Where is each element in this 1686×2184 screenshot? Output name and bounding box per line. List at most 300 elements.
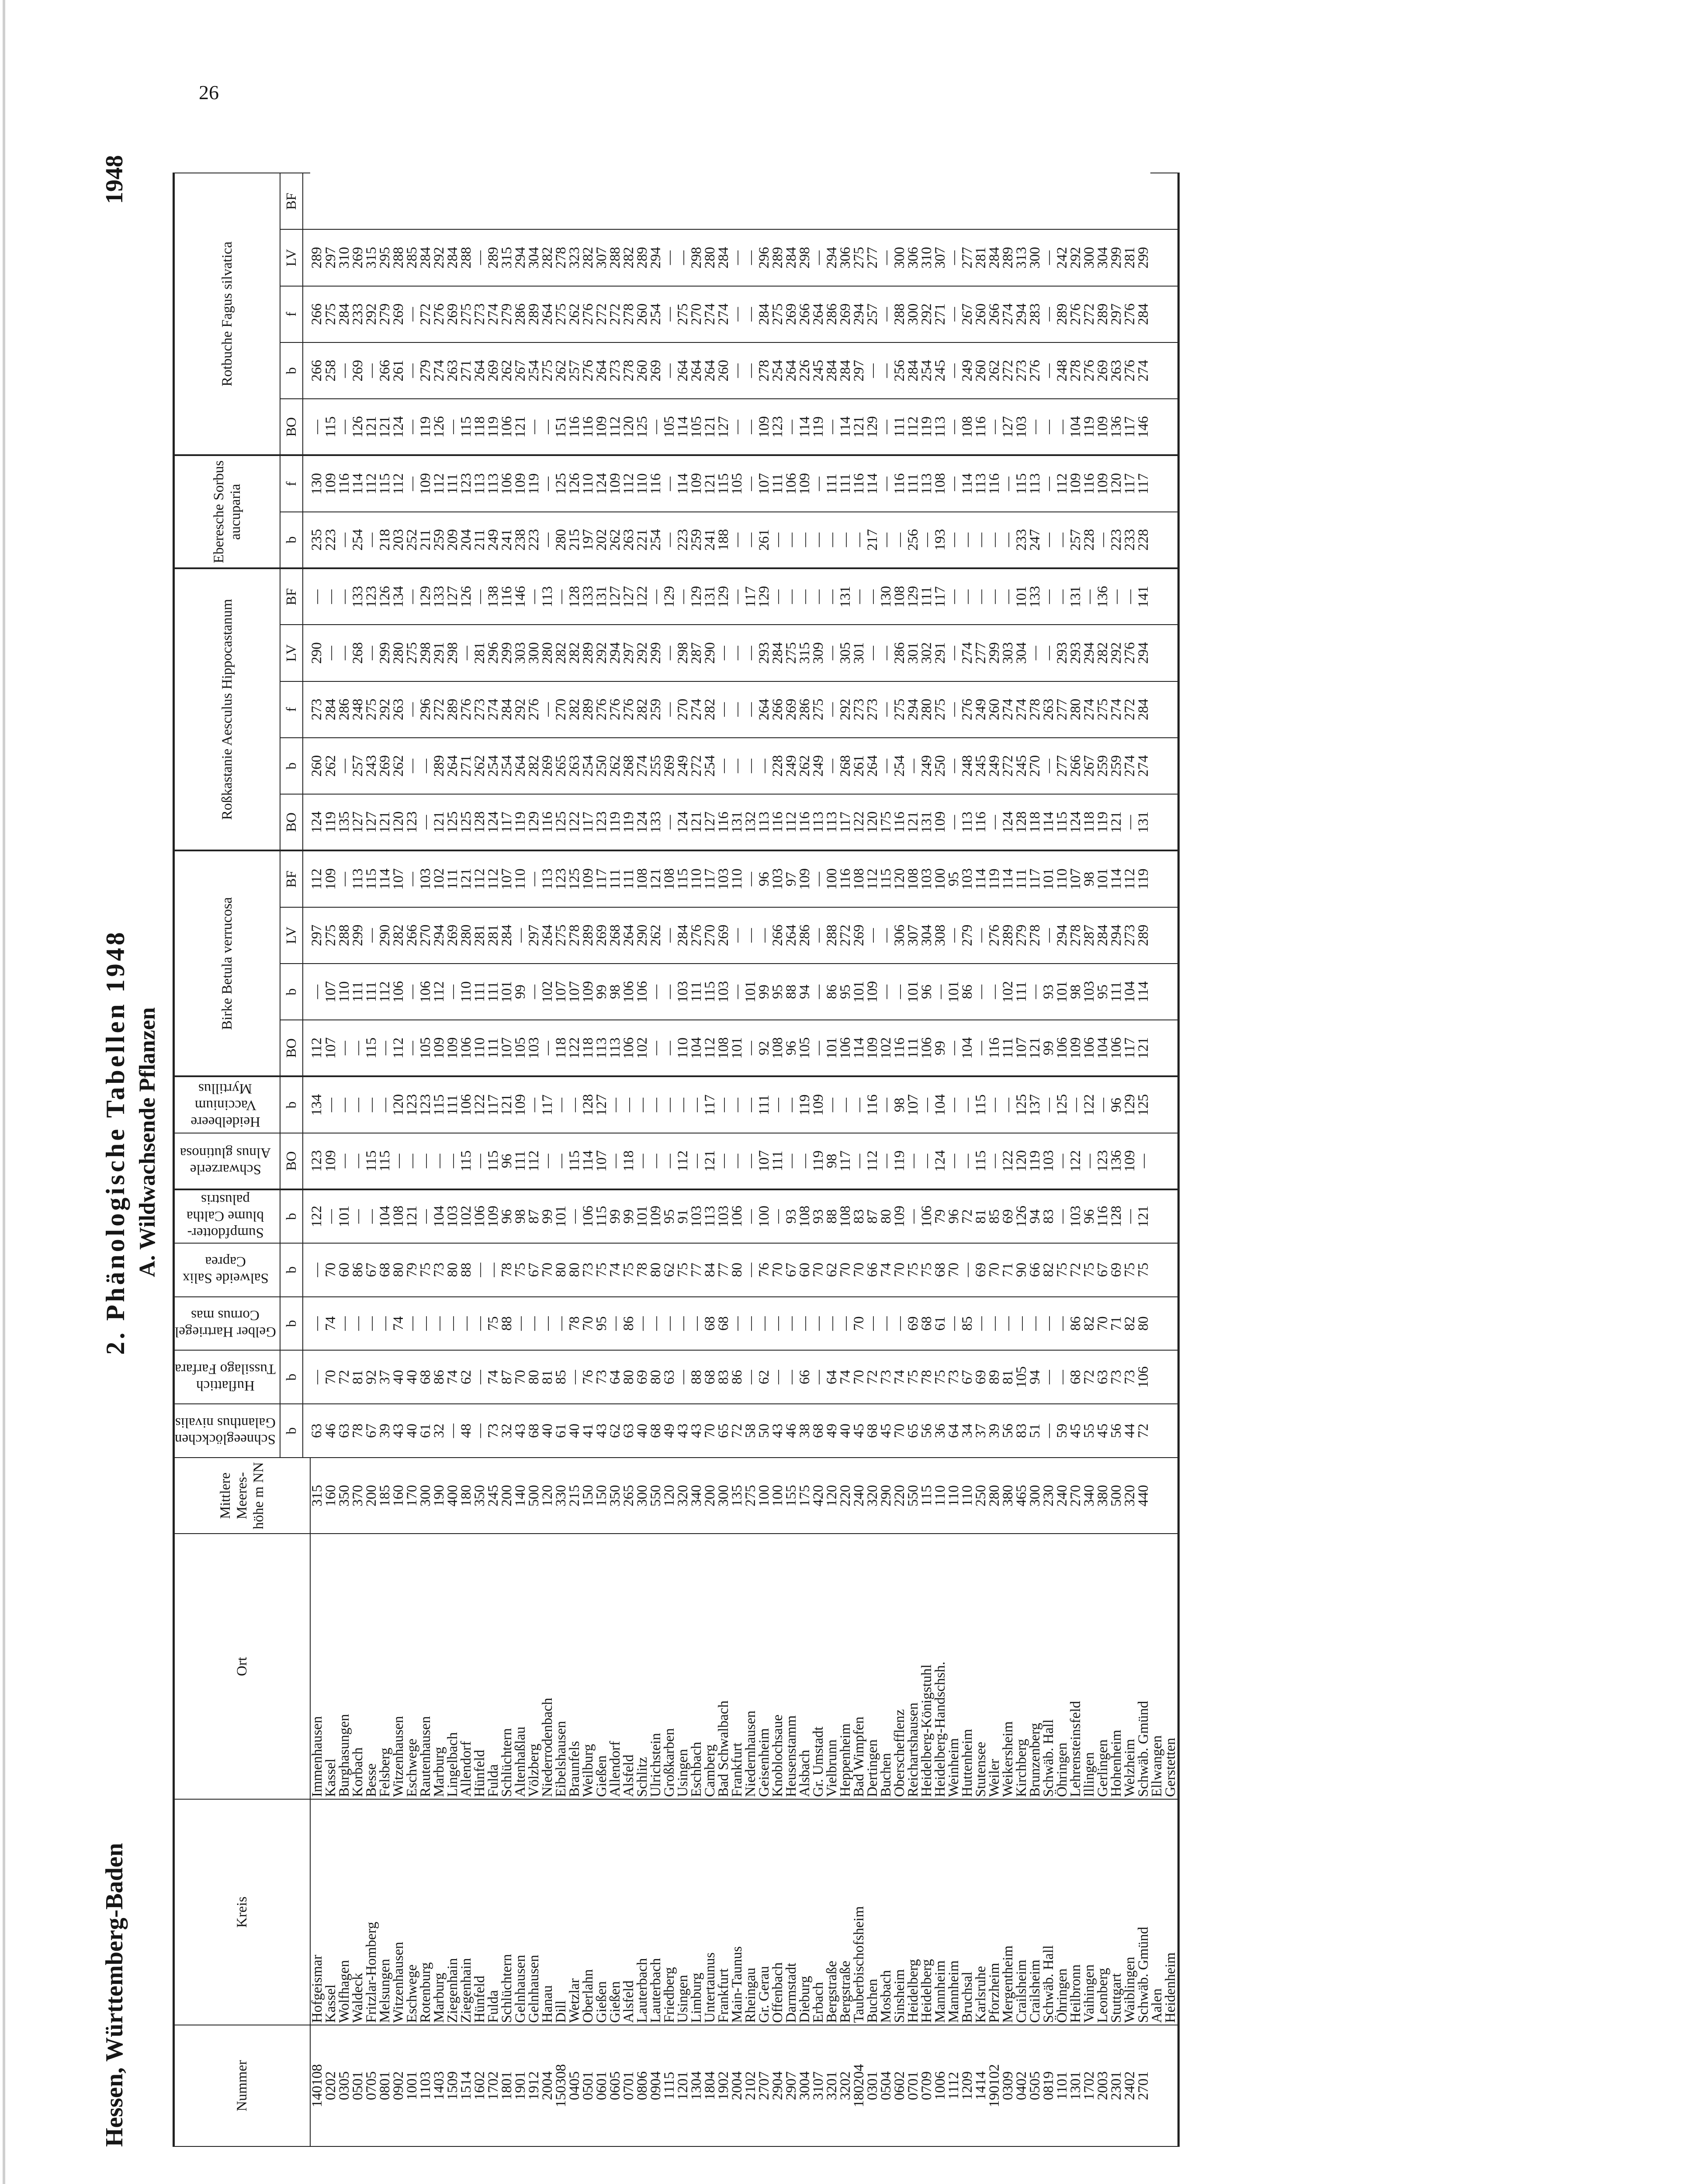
cell-value: — — [446, 1404, 460, 1458]
cell-value: 37 — [974, 1404, 988, 1458]
cell-ort: Illingen — [1083, 1534, 1096, 1799]
cell-hoehe: 160 — [392, 1458, 405, 1534]
cell-value: 51 — [1028, 1404, 1042, 1458]
cell-value: 257 — [866, 286, 879, 342]
cell-value: 264 — [473, 342, 487, 399]
cell-value: 40 — [405, 1404, 419, 1458]
cell-value: 259 — [1110, 738, 1123, 794]
cell-value: — — [988, 1076, 1001, 1133]
cell-value: 116 — [839, 850, 852, 907]
cell-value: — — [541, 1297, 554, 1351]
cell-value: 262 — [392, 738, 405, 794]
cell-value: 123 — [365, 568, 378, 625]
cell-value: 136 — [1110, 399, 1123, 455]
cell-value: — — [920, 512, 934, 568]
cell-value: 121 — [1028, 1020, 1042, 1076]
cell-value: 114 — [582, 1133, 595, 1189]
cell-nummer: 1912 — [527, 2025, 541, 2146]
col-heidelbeere: Heidelbeere Vaccinium Myrtillus — [174, 1076, 280, 1133]
cell-value: 256 — [893, 342, 907, 399]
cell-value: 273 — [852, 681, 866, 738]
cell-value: 84 — [703, 1243, 717, 1297]
cell-ort: Buchen — [879, 1534, 893, 1799]
cell-kreis: Gießen — [595, 1799, 609, 2025]
cell-value: 286 — [893, 625, 907, 681]
cell-value: — — [839, 1297, 852, 1351]
cell-hoehe: 370 — [351, 1458, 365, 1534]
cell-value: 228 — [771, 738, 785, 794]
cell-value: 256 — [907, 512, 920, 568]
cell-value: 120 — [392, 1076, 405, 1133]
cell-value: — — [771, 568, 785, 625]
cell-value: 269 — [351, 342, 365, 399]
table-row — [893, 173, 907, 2146]
cell-value: 103 — [961, 850, 974, 907]
cell-kreis: Tauberbischofsheim — [852, 1799, 866, 2025]
cell-value: 276 — [460, 681, 473, 738]
cell-nummer: 1112 — [947, 2025, 961, 2146]
cell-value: 68 — [703, 1350, 717, 1404]
cell-value: 72 — [961, 1189, 974, 1243]
table-row — [1069, 173, 1083, 2146]
cell-value: — — [663, 907, 676, 964]
sub-bf: BF — [280, 568, 303, 625]
cell-value: 85 — [554, 1350, 568, 1404]
cell-value: 96 — [1083, 1189, 1096, 1243]
cell-value: 111 — [446, 1076, 460, 1133]
cell-ort: Besse — [365, 1534, 378, 1799]
cell-hoehe: 420 — [812, 1458, 825, 1534]
cell-value: 270 — [690, 286, 703, 342]
cell-value: 272 — [433, 681, 446, 738]
cell-value: 98 — [893, 1076, 907, 1133]
cell-value: 98 — [825, 1133, 839, 1189]
cell-value: 294 — [907, 681, 920, 738]
cell-value: — — [473, 1404, 487, 1458]
cell-value: 262 — [609, 512, 622, 568]
cell-value: 262 — [324, 738, 338, 794]
cell-nummer: 1902 — [717, 2025, 730, 2146]
table-row — [378, 173, 392, 2146]
cell-value: 228 — [1137, 512, 1150, 568]
cell-value: 276 — [1083, 342, 1096, 399]
cell-value: 119 — [893, 1133, 907, 1189]
cell-value: 282 — [622, 229, 636, 286]
cell-value: — — [378, 1297, 392, 1351]
cell-value: — — [907, 738, 920, 794]
cell-hoehe: 270 — [1069, 1458, 1083, 1534]
table-row — [446, 173, 460, 2146]
cell-value: 271 — [460, 342, 473, 399]
cell-value: 46 — [785, 1404, 798, 1458]
cell-value: 111 — [473, 964, 487, 1020]
cell-value: 87 — [866, 1189, 879, 1243]
cell-ort: Heidelberg-Handschsh. — [934, 1534, 947, 1799]
cell-value: — — [866, 625, 879, 681]
cell-kreis: Mannheim — [947, 1799, 961, 2025]
cell-value: 108 — [636, 850, 649, 907]
cell-value: — — [717, 625, 730, 681]
cell-value: 277 — [961, 229, 974, 286]
cell-value: 61 — [934, 1297, 947, 1351]
cell-hoehe: 185 — [378, 1458, 392, 1534]
cell-value: — — [893, 512, 907, 568]
cell-value: 276 — [609, 681, 622, 738]
cell-value: — — [879, 907, 893, 964]
cell-value: 289 — [1137, 907, 1150, 964]
cell-value: 113 — [351, 850, 365, 907]
cell-value: — — [649, 1076, 663, 1133]
cell-ort: Burghasungen — [338, 1534, 351, 1799]
cell-value: — — [473, 1243, 487, 1297]
cell-value: 269 — [852, 907, 866, 964]
cell-value: — — [893, 1297, 907, 1351]
cell-value: 109 — [582, 964, 595, 1020]
cell-value: 223 — [1110, 512, 1123, 568]
cell-value: 67 — [527, 1243, 541, 1297]
cell-value: — — [365, 625, 378, 681]
cell-value: 119 — [514, 794, 527, 850]
cell-value: 284 — [1137, 681, 1150, 738]
cell-nummer: 2907 — [785, 2025, 798, 2146]
sub-bo: BO — [280, 1020, 303, 1076]
cell-value: — — [852, 512, 866, 568]
cell-value: — — [893, 964, 907, 1020]
cell-value: — — [879, 625, 893, 681]
cell-kreis: Bergstraße — [825, 1799, 839, 2025]
cell-value: 80 — [1137, 1297, 1150, 1351]
cell-value: 264 — [541, 907, 554, 964]
table-row — [310, 173, 324, 2146]
cell-value: 254 — [500, 738, 514, 794]
cell-hoehe: 240 — [1056, 1458, 1069, 1534]
cell-value: 249 — [676, 738, 690, 794]
cell-value: 108 — [717, 1020, 730, 1076]
cell-value: — — [947, 455, 961, 511]
cell-value: 107 — [500, 1020, 514, 1076]
cell-value: 121 — [514, 399, 527, 455]
cell-value: 115 — [378, 455, 392, 511]
cell-value: — — [812, 1297, 825, 1351]
cell-value: — — [1042, 1350, 1056, 1404]
table-row — [1164, 173, 1179, 2146]
cell-hoehe: 100 — [771, 1458, 785, 1534]
cell-value: 101 — [1042, 850, 1056, 907]
cell-value: 255 — [649, 738, 663, 794]
cell-value: 73 — [1110, 1350, 1123, 1404]
cell-value: 286 — [825, 286, 839, 342]
cell-value: 71 — [1001, 1243, 1015, 1297]
cell-value: 266 — [378, 342, 392, 399]
cell-value: 288 — [609, 229, 622, 286]
cell-value: 315 — [798, 625, 812, 681]
cell-value: 106 — [460, 1076, 473, 1133]
cell-value: 69 — [974, 1350, 988, 1404]
cell-value: 276 — [1028, 342, 1042, 399]
cell-value: 34 — [961, 1404, 974, 1458]
cell-value: 56 — [920, 1404, 934, 1458]
cell-value: 109 — [595, 399, 609, 455]
cell-value: 131 — [839, 568, 852, 625]
cell-value: 75 — [1123, 1243, 1137, 1297]
cell-value: 88 — [825, 1189, 839, 1243]
cell-value: 68 — [1069, 1350, 1083, 1404]
cell-value: 278 — [758, 342, 771, 399]
cell-value: 290 — [378, 907, 392, 964]
cell-value: 67 — [365, 1243, 378, 1297]
cell-value: — — [527, 850, 541, 907]
cell-value: 132 — [744, 794, 758, 850]
cell-value: 38 — [798, 1404, 812, 1458]
cell-ort: Weilburg — [582, 1534, 595, 1799]
cell-value: 291 — [934, 625, 947, 681]
cell-value — [1164, 512, 1179, 568]
cell-value: — — [405, 568, 419, 625]
cell-value: — — [419, 738, 433, 794]
cell-nummer: 1115 — [663, 2025, 676, 2146]
cell-value: 123 — [310, 1133, 324, 1189]
cell-value: 115 — [365, 1020, 378, 1076]
cell-value: 305 — [839, 625, 852, 681]
cell-kreis: Stuttgart — [1110, 1799, 1123, 2025]
sub-f: f — [280, 455, 303, 511]
cell-value: — — [405, 1297, 419, 1351]
cell-value: 49 — [663, 1404, 676, 1458]
cell-value: 101 — [825, 1020, 839, 1076]
cell-value: 108 — [798, 1189, 812, 1243]
cell-value: 299 — [378, 625, 392, 681]
cell-kreis: Erbach — [812, 1799, 825, 2025]
cell-value: — — [785, 512, 798, 568]
cell-value: 69 — [636, 1350, 649, 1404]
cell-value: 275 — [893, 681, 907, 738]
cell-value: 254 — [351, 512, 365, 568]
cell-value: 266 — [310, 286, 324, 342]
cell-value: 82 — [1123, 1297, 1137, 1351]
cell-value: 83 — [1042, 1189, 1056, 1243]
cell-value: 114 — [1001, 850, 1015, 907]
cell-value: 109 — [487, 1189, 500, 1243]
table-row — [703, 173, 717, 2146]
cell-value: 67 — [785, 1243, 798, 1297]
cell-value: 276 — [595, 681, 609, 738]
cell-nummer: 0709 — [920, 2025, 934, 2146]
cell-value: — — [758, 1297, 771, 1351]
table-row — [812, 173, 825, 2146]
cell-value: 299 — [1110, 229, 1123, 286]
cell-value: 43 — [690, 1404, 703, 1458]
cell-value: 273 — [310, 681, 324, 738]
cell-value: 99 — [541, 1189, 554, 1243]
cell-value: — — [839, 512, 852, 568]
cell-hoehe: 300 — [419, 1458, 433, 1534]
cell-value: — — [676, 568, 690, 625]
cell-kreis: Wetzlar — [568, 1799, 582, 2025]
cell-ort: Gr. Umstadt — [812, 1534, 825, 1799]
sub-bf: BF — [280, 850, 303, 907]
cell-value: — — [798, 512, 812, 568]
cell-value: 119 — [622, 794, 636, 850]
cell-value: 290 — [636, 907, 649, 964]
sub-b: b — [280, 1243, 303, 1297]
cell-value: 289 — [1001, 907, 1015, 964]
cell-value: 111 — [690, 964, 703, 1020]
cell-value: 88 — [460, 1243, 473, 1297]
sub-lv: LV — [280, 229, 303, 286]
cell-value: 130 — [879, 568, 893, 625]
cell-value: — — [541, 681, 554, 738]
cell-value — [1150, 850, 1164, 907]
cell-value: 286 — [514, 286, 527, 342]
cell-value: 294 — [433, 907, 446, 964]
cell-value — [1164, 455, 1179, 511]
cell-value: — — [405, 1020, 419, 1076]
cell-value: 111 — [771, 1133, 785, 1189]
cell-value: 269 — [717, 907, 730, 964]
cell-value: 297 — [527, 907, 541, 964]
cell-value: — — [839, 1076, 852, 1133]
cell-value: 114 — [676, 455, 690, 511]
cell-value: — — [554, 1133, 568, 1189]
cell-value: 275 — [934, 681, 947, 738]
cell-value: 313 — [1015, 229, 1028, 286]
cell-value: 61 — [554, 1404, 568, 1458]
cell-value: 37 — [378, 1350, 392, 1404]
cell-value: 75 — [1083, 1243, 1096, 1297]
table-row — [663, 173, 676, 2146]
cell-value: 93 — [812, 1189, 825, 1243]
cell-value: 175 — [879, 794, 893, 850]
cell-value: 96 — [500, 1189, 514, 1243]
sub-f: f — [280, 681, 303, 738]
cell-value: 101 — [947, 964, 961, 1020]
cell-value: — — [758, 907, 771, 964]
cell-value: 76 — [582, 1350, 595, 1404]
cell-value: — — [649, 399, 663, 455]
cell-value: 32 — [500, 1404, 514, 1458]
cell-value: — — [730, 399, 744, 455]
cell-value: 260 — [988, 681, 1001, 738]
cell-value: 96 — [785, 1020, 798, 1076]
cell-value: 78 — [920, 1350, 934, 1404]
table-row — [365, 173, 378, 2146]
cell-value — [1164, 1076, 1179, 1133]
cell-value: — — [1001, 568, 1015, 625]
cell-value: — — [771, 512, 785, 568]
cell-value: 122 — [568, 794, 582, 850]
cell-nummer: 2701 — [1137, 2025, 1150, 2146]
cell-value: 241 — [703, 512, 717, 568]
table-row — [1150, 173, 1164, 2146]
cell-value: — — [744, 1350, 758, 1404]
cell-value: 68 — [419, 1350, 433, 1404]
cell-hoehe: 155 — [785, 1458, 798, 1534]
cell-value: 323 — [568, 229, 582, 286]
cell-nummer: 1006 — [934, 2025, 947, 2146]
cell-value: 64 — [825, 1350, 839, 1404]
cell-kreis: Gießen — [609, 1799, 622, 2025]
cell-value: — — [798, 1133, 812, 1189]
cell-value: — — [1056, 1297, 1069, 1351]
cell-value: 70 — [852, 1297, 866, 1351]
cell-value: 264 — [785, 342, 798, 399]
cell-value: 193 — [934, 512, 947, 568]
cell-value: — — [825, 399, 839, 455]
cell-value: 93 — [1042, 964, 1056, 1020]
cell-value: 133 — [1028, 568, 1042, 625]
cell-kreis: Darmstadt — [785, 1799, 798, 2025]
cell-value: — — [920, 1133, 934, 1189]
cell-value: 248 — [351, 681, 365, 738]
sub-b: b — [280, 738, 303, 794]
cell-value: — — [812, 907, 825, 964]
cell-value: 277 — [974, 625, 988, 681]
cell-value: 269 — [663, 738, 676, 794]
cell-value: 284 — [1096, 907, 1110, 964]
cell-value: 96 — [758, 850, 771, 907]
cell-value: 289 — [487, 229, 500, 286]
cell-value: 115 — [717, 455, 730, 511]
cell-value: 58 — [744, 1404, 758, 1458]
cell-value: 125 — [1056, 1076, 1069, 1133]
cell-value: 111 — [487, 964, 500, 1020]
cell-value — [1164, 229, 1179, 286]
cell-value: 284 — [717, 229, 730, 286]
cell-value: 106 — [1137, 1350, 1150, 1404]
cell-value: 121 — [405, 1189, 419, 1243]
cell-value: — — [744, 512, 758, 568]
cell-value: 109 — [582, 850, 595, 907]
cell-value: 290 — [310, 625, 324, 681]
cell-ort: Eschbach — [690, 1534, 703, 1799]
cell-value: 67 — [1096, 1243, 1110, 1297]
cell-value: 134 — [310, 1076, 324, 1133]
cell-value: 108 — [893, 568, 907, 625]
cell-hoehe: 350 — [609, 1458, 622, 1534]
cell-hoehe: 150 — [582, 1458, 595, 1534]
cell-value: 274 — [487, 286, 500, 342]
cell-value: — — [419, 1297, 433, 1351]
cell-value: 275 — [554, 907, 568, 964]
cell-value: 70 — [514, 1350, 527, 1404]
cell-value: 82 — [1042, 1243, 1056, 1297]
cell-value: 80 — [649, 1350, 663, 1404]
cell-value: — — [947, 568, 961, 625]
cell-ort: Hohenheim — [1110, 1534, 1123, 1799]
cell-value: 80 — [446, 1243, 460, 1297]
cell-value: 110 — [730, 850, 744, 907]
cell-value: — — [947, 512, 961, 568]
cell-value: 43 — [771, 1404, 785, 1458]
cell-value: 111 — [365, 964, 378, 1020]
cell-value — [1150, 681, 1164, 738]
cell-value: 125 — [446, 794, 460, 850]
cell-value: 126 — [460, 568, 473, 625]
cell-nummer: 1301 — [1069, 2025, 1083, 2146]
cell-value: 111 — [1110, 964, 1123, 1020]
cell-value: 275 — [405, 625, 419, 681]
cell-value: — — [473, 1133, 487, 1189]
cell-value: 72 — [1069, 1243, 1083, 1297]
cell-value: 118 — [582, 1020, 595, 1076]
cell-value: 269 — [446, 286, 460, 342]
cell-value: — — [365, 907, 378, 964]
cell-value: 40 — [392, 1350, 405, 1404]
cell-value: — — [405, 964, 419, 1020]
cell-value: 117 — [1137, 455, 1150, 511]
cell-hoehe: 465 — [1015, 1458, 1028, 1534]
cell-value: — — [771, 1076, 785, 1133]
